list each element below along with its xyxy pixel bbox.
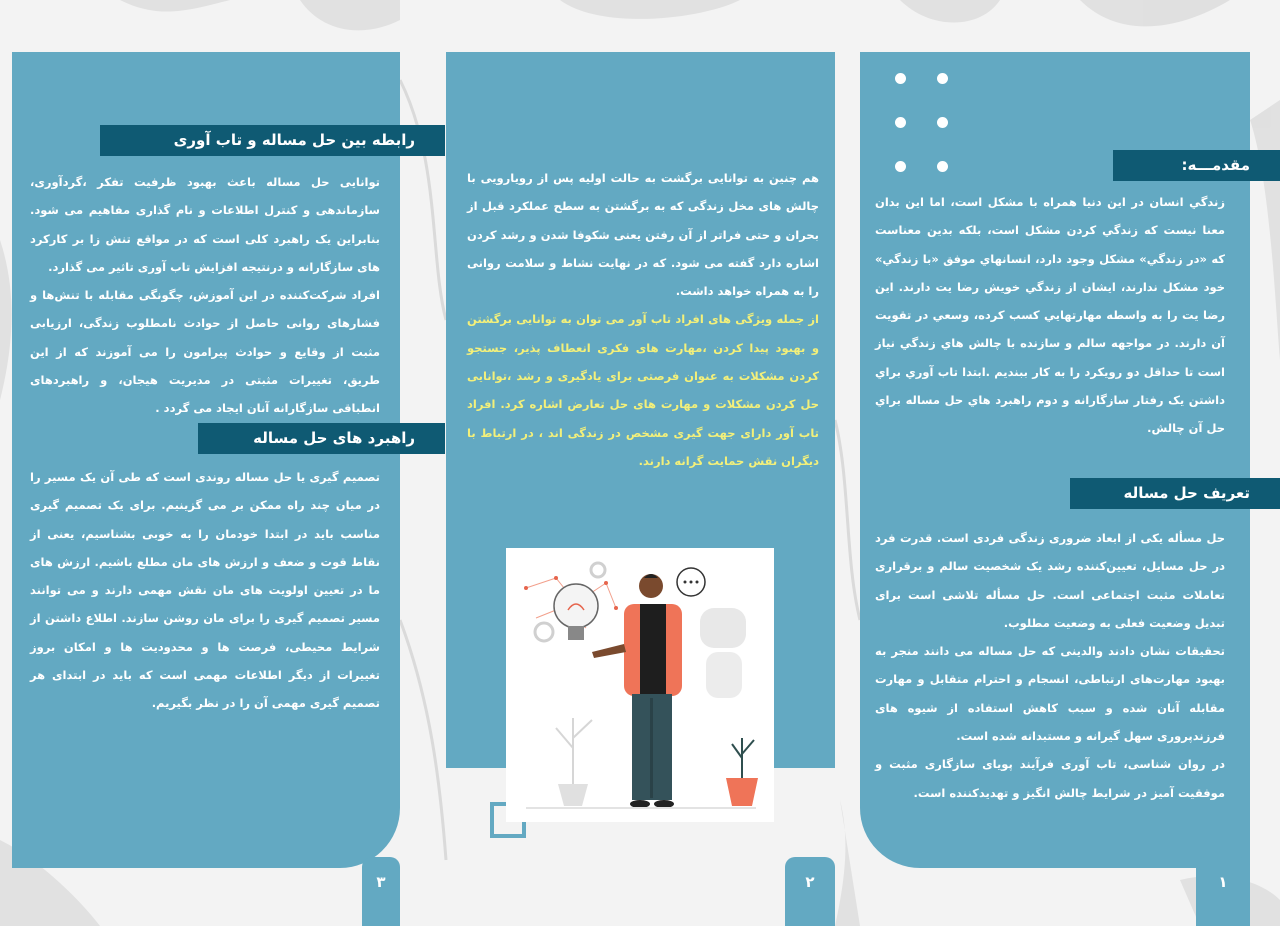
resilience-text [467,164,819,475]
intro-heading: مقدمـــه: [1113,150,1280,181]
definition-paragraph: حل مسأله یکی از ابعاد ضروری زندگی فردی است. قدرت فرد در حل مسایل، تعیین‌کننده رشد یک شخصیت سالم و برقراری تعاملات مثبت اجتماعی است. حل مسأله تلاشی است برای تبدیل وضعیت فعلی به وضعیت مطلوب. [875,531,1225,630]
relation-text [30,168,380,423]
relation-paragraph-2: افراد شرکت‌کننده در این آموزش، چگونگی مقابله با تنش‌ها و فشارهای روانی حاصل از حوادث نامطلوب زندگی، ارزیابی مثبت از وقایع و حوادث پیرامون را می آموزند که از این طریق، تغییرات مثبتی در مدیریت هیجان، و راهبردهای انطباقی سازگارانه آنان ایجاد می گردد . [30,288,380,416]
decorative-dot [937,117,948,128]
page-number-3: ۳ [362,857,400,926]
research-paragraph: تحقیقات نشان دادند والدینی که حل مساله می دانند منجر به بهبود مهارت‌های ارتباطی، انسجام و احترام متقابل و مهارت مقابله آنان شده و سبب کاهش استفاده از شیوه های فرزندپروری سهل گیرانه و مستبدانه شده است. [875,644,1225,744]
relation-paragraph-1: توانایی حل مساله باعث بهبود ظرفیت تفکر ،گردآوری، سازماندهی و کنترل اطلاعات و نام گذاری مفاهیم می شود. بنابراین یک راهبرد کلی است که در مواقع تنش زا بر کارکرد های سازگارانه و درنتیجه افزایش تاب آوری تاثیر می گذارد. [30,175,380,274]
decorative-dot [895,161,906,172]
page-number-1: ۱ [1196,857,1250,926]
page-number-2: ۲ [785,857,835,926]
decorative-dot [895,73,906,84]
resilience-paragraph: هم چنین به توانایی برگشت به حالت اولیه پس از رویارویی با چالش های مخل زندگی که به برگشتن به سطح عملکرد قبل از بحران و حتی فراتر از آن رفتن یعنی شکوفا شدن و رشد کردن اشاره دارد گفته می شود. که در نهایت نشاط و سلامت روانی را به همراه خواهد داشت. [467,171,819,299]
psychology-paragraph: در روان شناسی، تاب آوری فرآیند پویای سازگاری مثبت و موفقیت آمیز در شرایط چالش انگیز و تهدیدکننده است. [875,757,1225,800]
definition-heading: تعریف حل مساله [1070,478,1280,509]
problem-solving-illustration [506,548,774,822]
idea-person-icon [506,548,774,822]
decorative-dot [937,73,948,84]
decorative-dot [937,161,948,172]
decorative-dot [895,117,906,128]
strategy-heading: راهبرد های حل مساله [198,423,445,454]
relation-heading: رابطه بین حل مساله و تاب آوری [100,125,445,156]
strategy-text: تصمیم گیری یا حل مساله روندی است که طی آن یک مسیر را در میان چند راه ممکن بر می گزینیم. برای یک تصمیم گیری مناسب باید در ابتدا خودمان را به خوبی بشناسیم، یعنی از نقاط قوت و ضعف و ارزش های مان مطلع باشیم. ارزش های ما در تعیین اولویت های مان نقش مهمی دارند و می توانند مسیر تصمیم گیری را برای مان روشن سازند. اطلاع داشتن از شرایط محیطی، فرصت ها و محدودیت ها و امکان بروز تغییرات از دیگر اطلاعات مهمی است که باید در ابتدای هر تصمیم گیری مهمی آن را در نظر بگیریم. [30,470,380,711]
resilient-traits-paragraph: از جمله ویژگی های افراد تاب آور می توان به توانایی برگشتن و بهبود پیدا کردن ،مهارت های فکری انعطاف پذیر، جستجو کردن مشکلات به عنوان فرصتی برای یادگیری و رشد ،توانایی حل کردن مشکلات و مهارت های حل تعارض اشاره کرد. افراد تاب آور دارای جهت گیری مشخص در زندگی اند ، در ارتباط با دیگران نقش حمایت گرانه دارند. [467,312,819,468]
definition-text [875,524,1225,807]
intro-text: زندگي انسان در اين دنيا همراه با مشكل است، اما اين بدان معنا نيست كه زندگي كردن مشكل است، بلكه بدين معناست كه «در زندگي» مشكل وجود دارد، انسانهاي موفق «با زندگي» خود مشكل ندارند، ايشان از زندگي خويش رضا يت دارند. اين رضا يت را به واسطه مهارتهايي كسب كرده، وسعي در تقويت آن دارند. در مواجهه سالم و سازنده با چالش هاي زندگي نياز است تا حداقل دو رويكرد را به كار ببنديم .ابتدا تاب آوري براي داشتن يک رفتار سازگارانه و دوم راهبرد هاي حل مساله براي حل آن چالش. [875,195,1225,436]
